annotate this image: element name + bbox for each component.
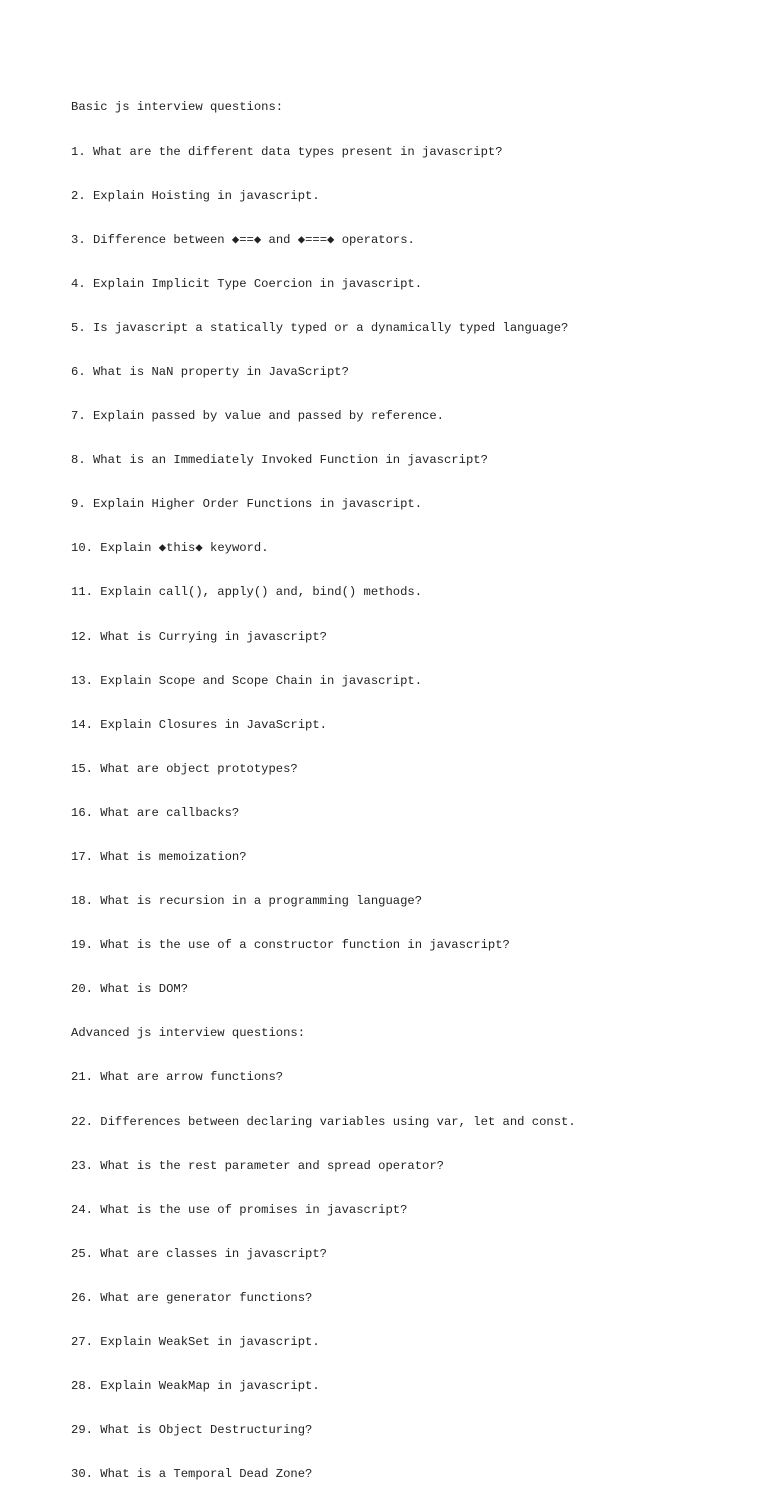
question-item-4: 4. Explain Implicit Type Coercion in javascript. (71, 276, 423, 291)
question-item-17: 17. What is memoization? (71, 850, 247, 864)
question-item-8: 8. What is an Immediately Invoked Function in javascript? (71, 453, 488, 468)
question-item-23: 23. What is the rest parameter and spread operator? (71, 1158, 444, 1173)
question-item-14: 14. Explain Closures in JavaScript. (71, 717, 327, 732)
question-item-30: 30. What is a Temporal Dead Zone? (71, 1467, 313, 1482)
question-item-24: 24. What is the use of promises in javascript? (71, 1202, 408, 1217)
question-item-26: 26. What are generator functions? (71, 1290, 313, 1305)
question-item-9: 9. Explain Higher Order Functions in javascript. (71, 497, 423, 512)
question-item-16: 16. What are callbacks? (71, 805, 240, 820)
question-item-5: 5. Is javascript a statically typed or a dynamically typed language? (71, 320, 569, 335)
question-item-11: 11. Explain call(), apply() and, bind() methods. (71, 585, 423, 600)
question-item-7: 7. Explain passed by value and passed by reference. (71, 409, 444, 424)
question-item-27: 27. Explain WeakSet in javascript. (71, 1335, 320, 1350)
question-item-10: 10. Explain ◆this◆ keyword. (71, 541, 269, 556)
question-item-19: 19. What is the use of a constructor function in javascript? (71, 938, 510, 953)
question-item-12: 12. What is Currying in javascript? (71, 629, 327, 644)
question-item-20: 20. What is DOM? (71, 982, 189, 997)
question-item-21: 21. What are arrow functions? (71, 1070, 284, 1085)
document-page (71, 71, 748, 1497)
question-item-15: 15. What are object prototypes? (71, 761, 298, 776)
question-item-2: 2. Explain Hoisting in javascript. (71, 188, 320, 203)
question-item-22: 22. Differences between declaring variables using var, let and const. (71, 1114, 576, 1129)
question-item-25: 25. What are classes in javascript? (71, 1246, 327, 1261)
question-item-3: 3. Difference between ◆==◆ and ◆===◆ operators. (71, 232, 415, 247)
question-item-1: 1. What are the different data types present in javascript? (71, 144, 503, 159)
advanced-section-heading: Advanced js interview questions: (71, 1026, 306, 1041)
question-item-28: 28. Explain WeakMap in javascript. (71, 1379, 320, 1394)
question-item-29: 29. What is Object Destructuring? (71, 1423, 313, 1438)
basic-section-heading: Basic js interview questions: (71, 100, 284, 115)
question-item-6: 6. What is NaN property in JavaScript? (71, 364, 349, 379)
question-item-13: 13. Explain Scope and Scope Chain in javascript. (71, 673, 423, 688)
question-item-18: 18. What is recursion in a programming language? (71, 894, 423, 909)
